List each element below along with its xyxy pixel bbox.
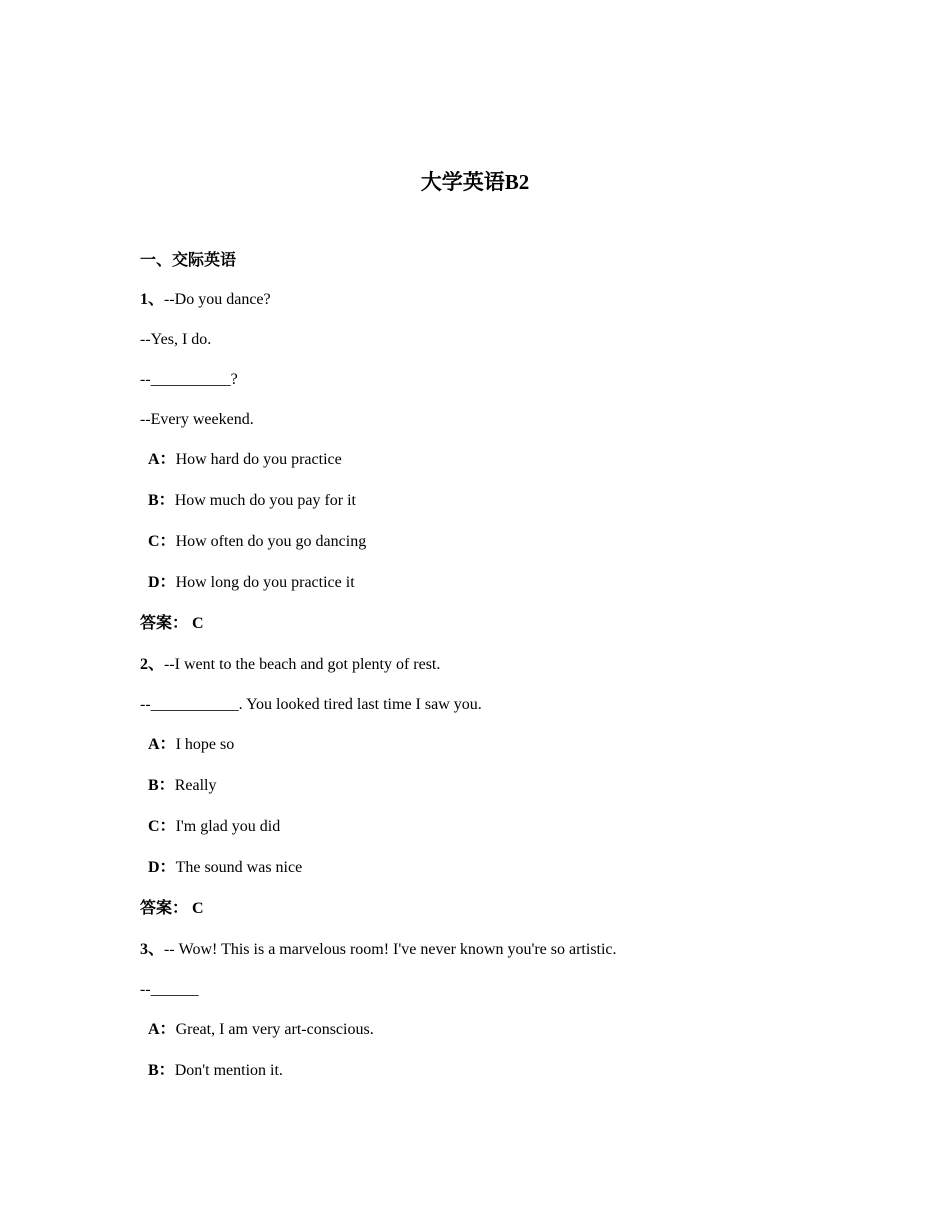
option-text: I'm glad you did [175,818,281,835]
option-text: The sound was nice [175,859,303,876]
question-1-dialog-line: --__________? [140,371,238,388]
question-number: 3、 [140,941,165,958]
question-2-answer [140,898,820,939]
question-3-option-b [140,1060,820,1101]
section-heading: 一、交际英语 [140,252,237,269]
option-key: A： [148,1021,176,1038]
option-text: How hard do you practice [175,451,342,468]
option-key: D： [148,859,176,876]
option-key: B： [148,492,175,509]
question-1-option-c [140,531,820,572]
option-text: How much do you pay for it [174,492,356,509]
question-1-answer [140,613,820,654]
question-text: --I went to the beach and got plenty of rest. [164,656,441,673]
option-key: B： [148,1062,175,1079]
answer-value: C [192,900,204,917]
question-3-dialog-line: --______ [140,981,199,998]
question-2-stem [140,654,820,694]
option-text: I hope so [175,736,235,753]
option-text: Really [174,777,217,794]
option-key: A： [148,451,176,468]
option-key: B： [148,777,175,794]
question-2-option-a [140,734,820,775]
question-1-dialog-line: --Yes, I do. [140,331,212,348]
document-body [140,250,820,1101]
answer-label: 答案： [140,615,189,632]
question-number: 1、 [140,291,165,308]
question-2-option-d [140,857,820,898]
page-title: 大学英语B2 [420,170,530,194]
question-text: --Do you dance? [164,291,271,308]
question-1-option-d [140,572,820,613]
question-2-dialog-line: --___________. You looked tired last time I saw you. [140,696,482,713]
option-key: D： [148,574,176,591]
question-number: 2、 [140,656,165,673]
question-1-stem [140,289,820,329]
question-2-option-c [140,816,820,857]
option-text: Great, I am very art-conscious. [175,1021,374,1038]
question-3-option-a [140,1019,820,1060]
question-1-dialog-line: --Every weekend. [140,411,254,428]
option-text: How often do you go dancing [175,533,367,550]
question-2-option-b [140,775,820,816]
option-key: C： [148,533,176,550]
question-1-option-a [140,449,820,490]
answer-value: C [192,615,204,632]
question-text: -- Wow! This is a marvelous room! I've never known you're so artistic. [164,941,617,958]
answer-label: 答案： [140,900,189,917]
option-key: C： [148,818,176,835]
option-text: Don't mention it. [174,1062,283,1079]
option-text: How long do you practice it [175,574,355,591]
question-3-stem [140,939,820,979]
question-1-option-b [140,490,820,531]
option-key: A： [148,736,176,753]
